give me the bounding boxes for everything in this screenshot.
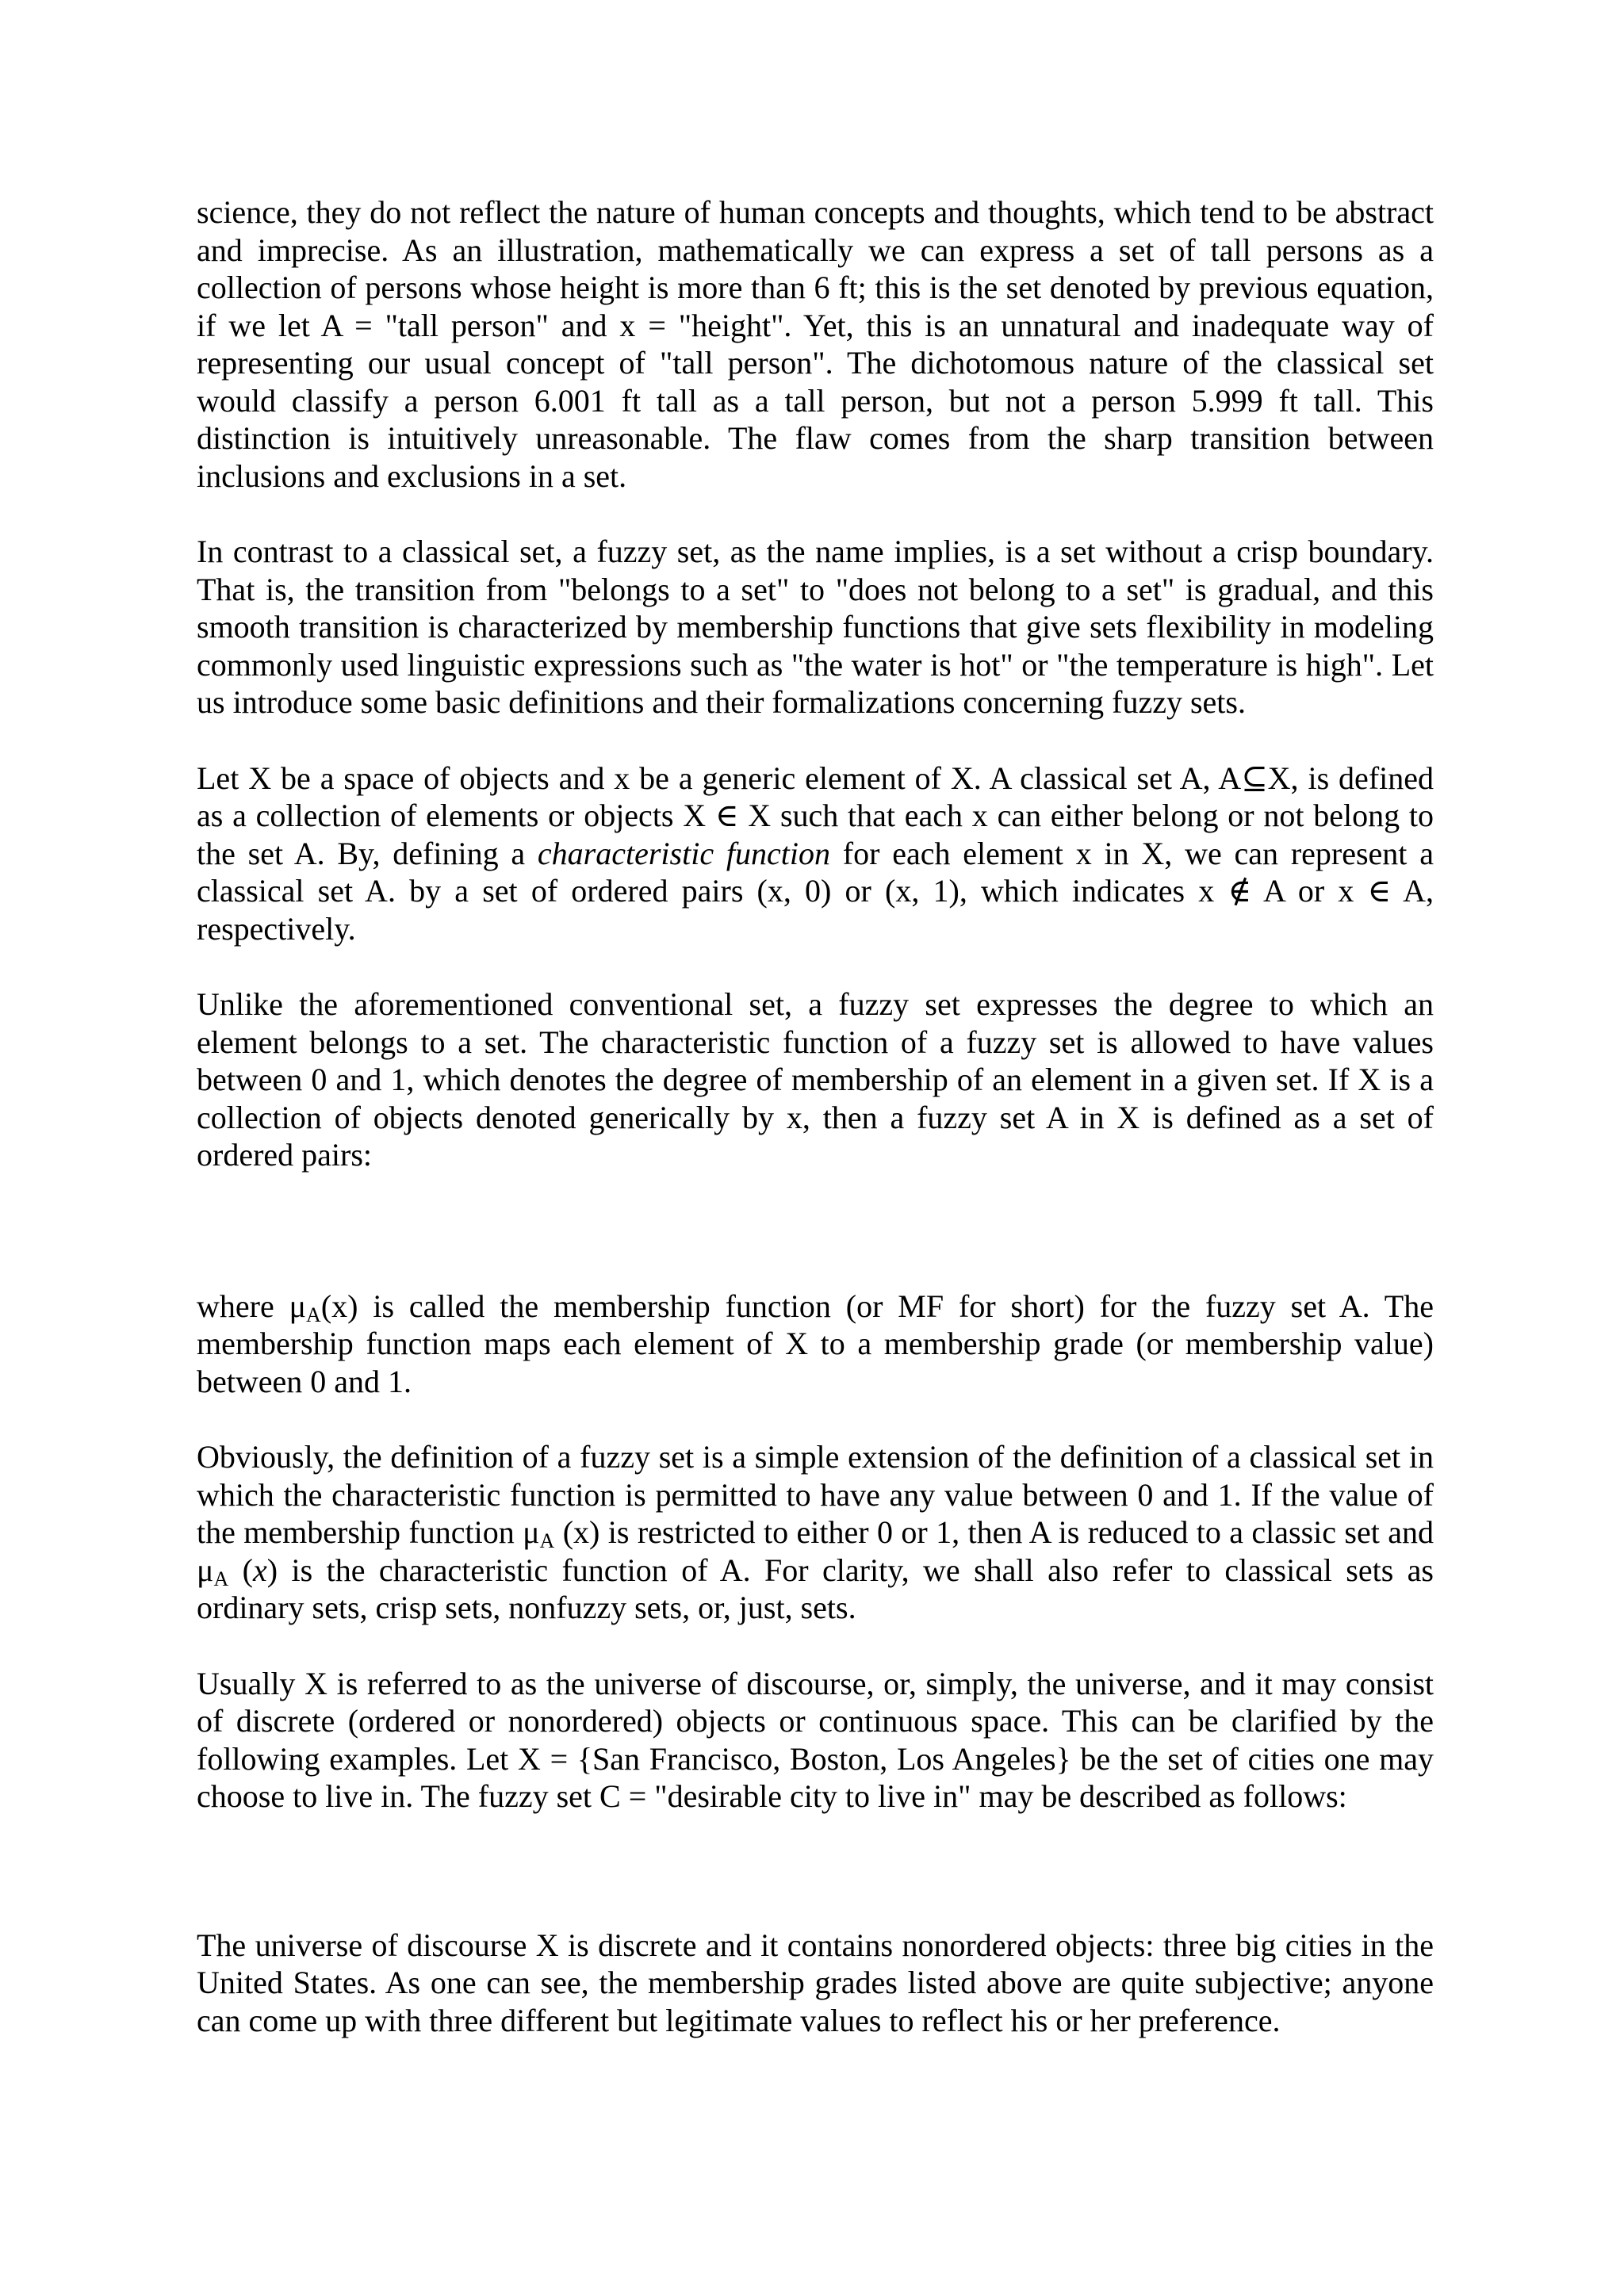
emphasis-characteristic-function: characteristic function [537, 835, 830, 871]
text-run: ) is the characteristic function of A. For clarity, we shall also refer to classical sets as ordinary sets, crisp sets, nonfuzzy sets, or, just, sets. [197, 1552, 1434, 1625]
subscript-a: A [306, 1303, 321, 1326]
equation-placeholder [197, 1816, 1434, 1927]
paragraph-spacer [197, 495, 1434, 533]
text-run: Let X be a space of objects and x be a generic element of X. A classical set A, A⊆X, is defined as a collection of elements or objects X ∈ X such that each x can either belong or not belong to the set A. By, defining a [197, 760, 1434, 871]
paragraph-extension-classical [197, 1438, 1434, 1627]
paragraph-characteristic-function [197, 760, 1434, 948]
document-page [197, 193, 1434, 2039]
paragraph-fuzzy-set-intro: In contrast to a classical set, a fuzzy set, as the name implies, is a set without a crisp boundary. That is, the transition from "belongs to a set" to "does not belong to a set" is gradual, and this smooth transition is characterized by membership functions that give sets flexibility in modeling commonly used linguistic expressions such as "the water is hot" or "the temperature is high". Let us introduce some basic definitions and their formalizations concerning fuzzy sets. [197, 534, 1434, 720]
paragraph-spacer [197, 1400, 1434, 1438]
text-run: ( [228, 1552, 253, 1588]
text-run: (x) is called the membership function (or MF for short) for the fuzzy set A. The membership function maps each element of X to a membership grade (or membership value) between 0 and 1. [197, 1288, 1434, 1399]
paragraph-fuzzy-set-definition: Unlike the aforementioned conventional set, a fuzzy set expresses the degree to which an element belongs to a set. The characteristic function of a fuzzy set is allowed to have values between 0 and 1, which denotes the degree of membership of an element in a given set. If X is a collection of objects denoted generically by x, then a fuzzy set A in X is defined as a set of ordered pairs: [197, 986, 1434, 1173]
paragraph-spacer [197, 721, 1434, 760]
paragraph-classical-set-limitations: science, they do not reflect the nature of human concepts and thoughts, which tend to be abstract and imprecise. As an illustration, mathematically we can express a set of tall persons as a collection of persons whose height is more than 6 ft; this is the set denoted by previous equation, if we let A = "tall person" and x = "height". Yet, this is an unnatural and inadequate way of representing our usual concept of "tall person". The dichotomous nature of the classical set would classify a person 6.001 ft tall as a tall person, but not a person 5.999 ft tall. This distinction is intuitively unreasonable. The flaw comes from the sharp transition between inclusions and exclusions in a set. [197, 194, 1434, 494]
emphasis-x: x [252, 1552, 267, 1588]
text-run: Obviously, the definition of a fuzzy set is a simple extension of the definition of a classical set in which the characteristic function is permitted to have any value between 0 and 1. If the value of the membership function μ [197, 1439, 1434, 1550]
paragraph-universe-of-discourse: Usually X is referred to as the universe of discourse, or, simply, the universe, and it may consist of discrete (ordered or nonordered) objects or continuous space. This can be clarified by the following examples. Let X = {San Francisco, Boston, Los Angeles} be the set of cities one may choose to live in. The fuzzy set C = "desirable city to live in" may be described as follows: [197, 1665, 1434, 1814]
text-run: (x) is restricted to either 0 or 1, then A is reduced to a classic set and μ [197, 1514, 1434, 1588]
subscript-a: A [213, 1567, 229, 1590]
equation-placeholder [197, 1174, 1434, 1288]
paragraph-discrete-universe: The universe of discourse X is discrete and it contains nonordered objects: three big cities in the United States. As one can see, the membership grades listed above are quite subjective; anyone can come up with three different but legitimate values to reflect his or her preference. [197, 1927, 1434, 2038]
subscript-a: A [539, 1529, 555, 1552]
paragraph-spacer [197, 1627, 1434, 1665]
paragraph-spacer [197, 947, 1434, 985]
text-run: where μ [197, 1288, 307, 1324]
text-run: for each element x in X, we can represent a classical set A. by a set of ordered pairs (x, 0) or (x, 1), which indicates x ∉ A or x ∈ A, respectively. [197, 835, 1434, 947]
paragraph-membership-function [197, 1288, 1434, 1401]
